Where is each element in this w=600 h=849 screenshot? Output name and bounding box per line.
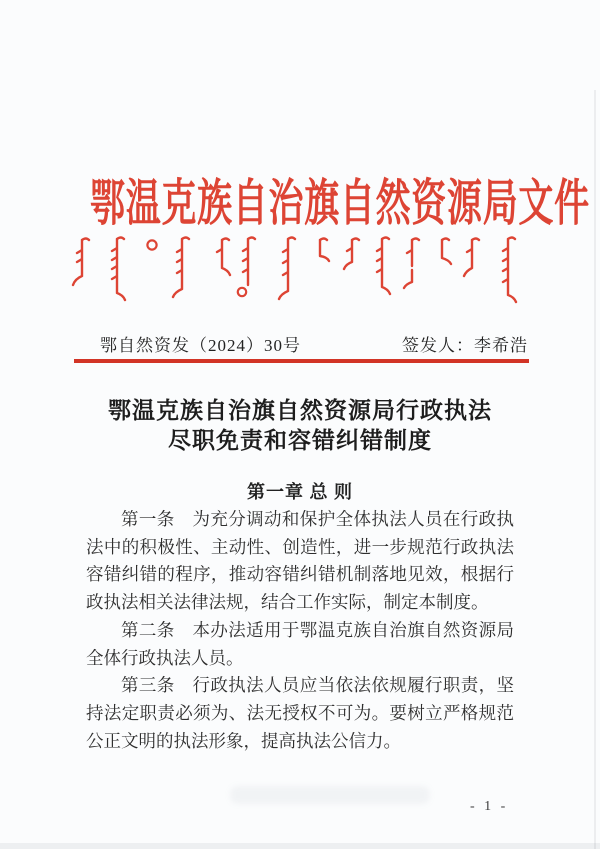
document-title-line-1: 鄂温克族自治旗自然资源局行政执法 (108, 398, 492, 423)
document-title-line-2: 尽职免责和容错纠错制度 (168, 428, 432, 453)
page-number: - 1 - (470, 799, 509, 814)
red-header-title: 鄂温克族自治旗自然资源局文件 (90, 175, 590, 231)
scan-artifact-bottom-edge (0, 843, 600, 849)
docinfo-row (75, 331, 528, 356)
document-number: 鄂自然资发（2024）30号 (100, 336, 301, 355)
scan-artifact-right-edge (594, 90, 596, 849)
chapter-heading: 第一章 总 则 (247, 482, 353, 502)
red-divider-rule (74, 359, 529, 363)
mongolian-script-icon (70, 236, 530, 304)
document-title (0, 396, 600, 456)
document-body (86, 506, 514, 755)
scan-artifact-smudge (230, 786, 430, 804)
body-paragraph-2: 第二条 本办法适用于鄂温克族自治旗自然资源局全体行政执法人员。 (86, 619, 514, 668)
signer-name: 签发人：李希浩 (402, 336, 528, 355)
body-paragraph-1: 第一条 为充分调动和保护全体执法人员在行政执法中的积极性、主动性、创造性，进一步规范行政执法容错纠错的程序，推动容错纠错机制落地见效，根据行政执法相关法律法规，结合工作实际，制定本制度。 (86, 509, 514, 613)
body-paragraph-3: 第三条 行政执法人员应当依法依规履行职责，坚持法定职责必须为、法无授权不可为。要树立严格规范公正文明的执法形象，提高执法公信力。 (86, 675, 514, 751)
